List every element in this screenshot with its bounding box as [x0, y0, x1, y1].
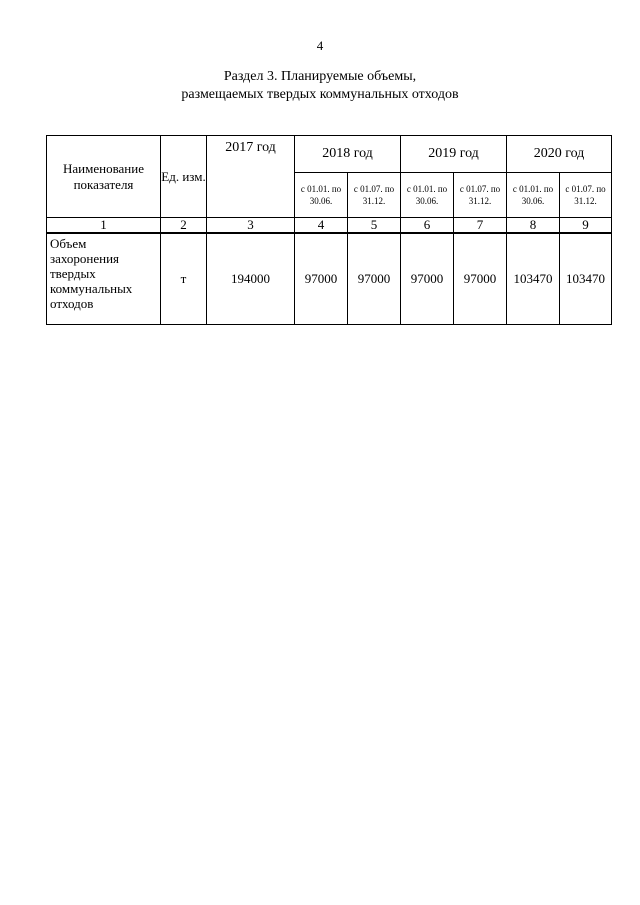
- header-indicator-name: Наименование показателя: [47, 136, 161, 218]
- header-2019-period-1: с 01.01. по 30.06.: [401, 173, 454, 218]
- header-row-years: [47, 136, 612, 173]
- header-year-2017: 2017 год: [207, 136, 295, 218]
- indicator-name-line: Объем: [50, 236, 87, 251]
- header-2019-period-2: с 01.07. по 31.12.: [454, 173, 507, 218]
- indicator-name-line: коммунальных: [50, 281, 133, 296]
- header-2018-period-2: с 01.07. по 31.12.: [348, 173, 401, 218]
- column-number: 5: [348, 218, 401, 234]
- column-number: 8: [507, 218, 560, 234]
- value-2020-h1-cell: 103470: [507, 233, 560, 325]
- column-number: 6: [401, 218, 454, 234]
- value-2018-h2-cell: 97000: [348, 233, 401, 325]
- indicator-name-line: отходов: [50, 296, 94, 311]
- section-title: [0, 68, 640, 104]
- header-2018-period-1: с 01.01. по 30.06.: [295, 173, 348, 218]
- column-number: 2: [161, 218, 207, 234]
- header-unit: Ед. изм.: [161, 136, 207, 218]
- indicator-name-line: твердых: [50, 266, 96, 281]
- column-number-row: [47, 218, 612, 234]
- header-2020-period-1: с 01.01. по 30.06.: [507, 173, 560, 218]
- column-number: 3: [207, 218, 295, 234]
- table-row: [47, 233, 612, 325]
- column-number: 4: [295, 218, 348, 234]
- value-2019-h1-cell: 97000: [401, 233, 454, 325]
- column-number: 7: [454, 218, 507, 234]
- header-year-2019: 2019 год: [401, 136, 507, 173]
- indicator-name-line: захоронения: [50, 251, 120, 266]
- section-title-line-2: размещаемых твердых коммунальных отходов: [181, 87, 459, 102]
- value-2019-h2-cell: 97000: [454, 233, 507, 325]
- column-number: 1: [47, 218, 161, 234]
- value-2017-cell: 194000: [207, 233, 295, 325]
- header-year-2018: 2018 год: [295, 136, 401, 173]
- header-2020-period-2: с 01.07. по 31.12.: [560, 173, 612, 218]
- planned-volumes-table: [46, 135, 612, 325]
- header-year-2020: 2020 год: [507, 136, 612, 173]
- value-2018-h1-cell: 97000: [295, 233, 348, 325]
- unit-cell: т: [161, 233, 207, 325]
- column-number: 9: [560, 218, 612, 234]
- indicator-name-cell: [47, 233, 161, 325]
- page-number: 4: [316, 38, 324, 53]
- section-title-line-1: Раздел 3. Планируемые объемы,: [223, 69, 417, 84]
- value-2020-h2-cell: 103470: [560, 233, 612, 325]
